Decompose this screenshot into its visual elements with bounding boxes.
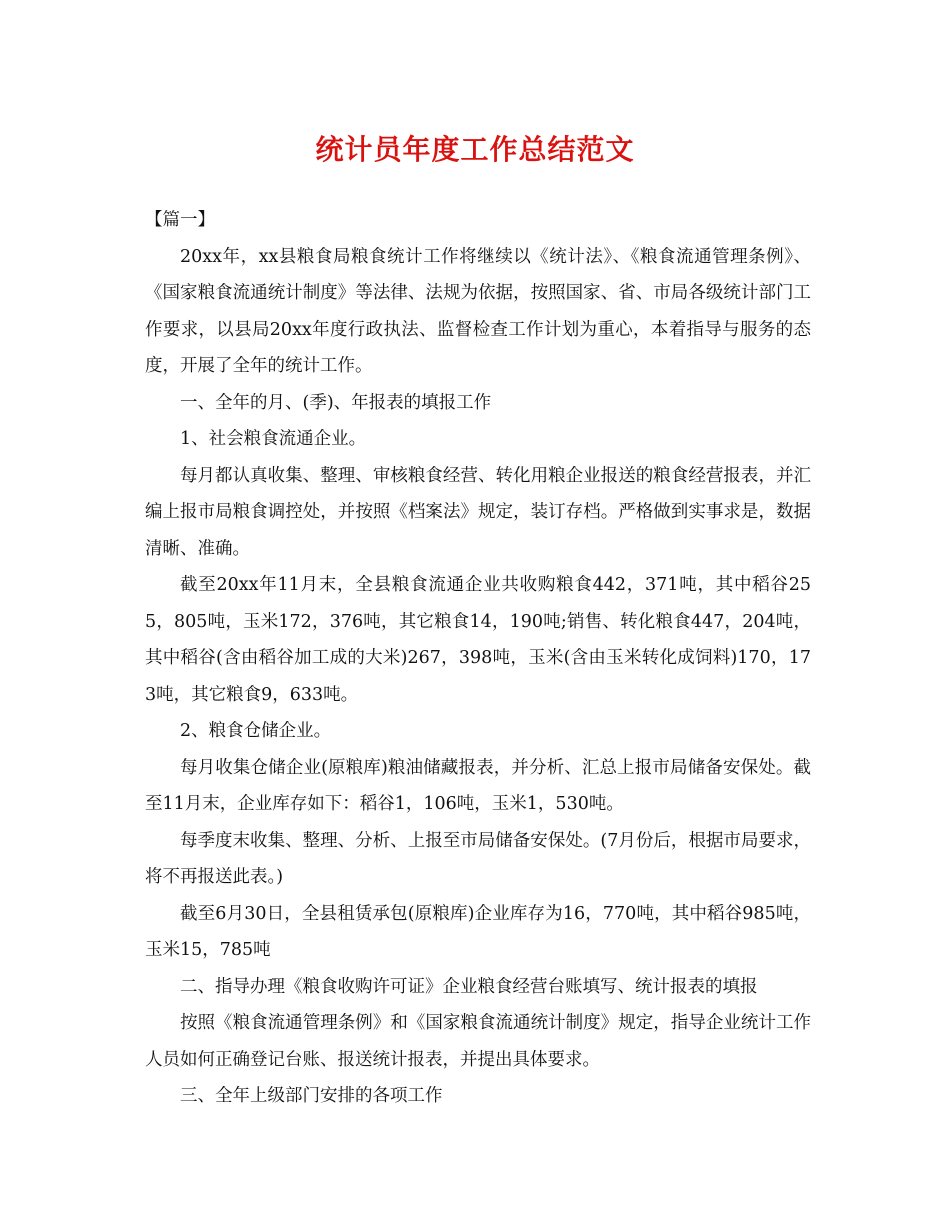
intro-paragraph: 20xx年，xx县粮食局粮食统计工作将继续以《统计法》、《粮食流通管理条例》、《国家粮食流通统计制度》等法律、法规为依据，按照国家、省、市局各级统计部门工作要求，以县局20xx年度行政执法、监督检查工作计划为重心，本着指导与服务的态度，开展了全年的统计工作。: [145, 246, 811, 376]
heading-assigned-tasks: 三、全年上级部门安排的各项工作: [180, 1086, 443, 1106]
document-title: 统计员年度工作总结范文: [315, 133, 635, 166]
paragraph-lease-inventory: 截至6月30日，全县租赁承包(原粮库)企业库存为16，770吨，其中稻谷985吨，玉米15，785吨: [145, 903, 811, 960]
heading-license-guidance: 二、指导办理《粮食收购许可证》企业粮食经营台账填写、统计报表的填报: [180, 976, 758, 997]
subheading-storage-enterprises: 2、粮食仓储企业。: [180, 721, 332, 741]
document-body: [145, 202, 811, 1115]
paragraph-purchase-statistics: 截至20xx年11月末，全县粮食流通企业共收购粮食442，371吨，其中稻谷255，805吨，玉米172，376吨，其它粮食14，190吨;销售、转化粮食447，204吨，其中稻谷(含由稻谷加工成的大米)267，398吨，玉米(含由玉米转化成饲料)170，173吨，其它粮食9，633吨。: [145, 575, 811, 705]
section-label: 【篇一】: [145, 210, 215, 230]
heading-annual-reports: 一、全年的月、(季)、年报表的填报工作: [180, 392, 492, 413]
paragraph-guidance-details: 按照《粮食流通管理条例》和《国家粮食流通统计制度》规定，指导企业统计工作人员如何正确登记台账、报送统计报表，并提出具体要求。: [145, 1013, 811, 1070]
paragraph-storage-reports: 每月收集仓储企业(原粮库)粮油储藏报表，并分析、汇总上报市局储备安保处。截至11月末，企业库存如下：稻谷1，106吨，玉米1，530吨。: [145, 757, 811, 814]
paragraph-quarterly-reports: 每季度末收集、整理、分析、上报至市局储备安保处。(7月份后，根据市局要求，将不再报送此表。): [145, 830, 811, 887]
paragraph-monthly-collection: 每月都认真收集、整理、审核粮食经营、转化用粮企业报送的粮食经营报表，并汇编上报市局粮食调控处，并按照《档案法》规定，装订存档。严格做到实事求是，数据清晰、准确。: [145, 465, 811, 559]
subheading-circulation-enterprises: 1、社会粮食流通企业。: [180, 429, 367, 449]
